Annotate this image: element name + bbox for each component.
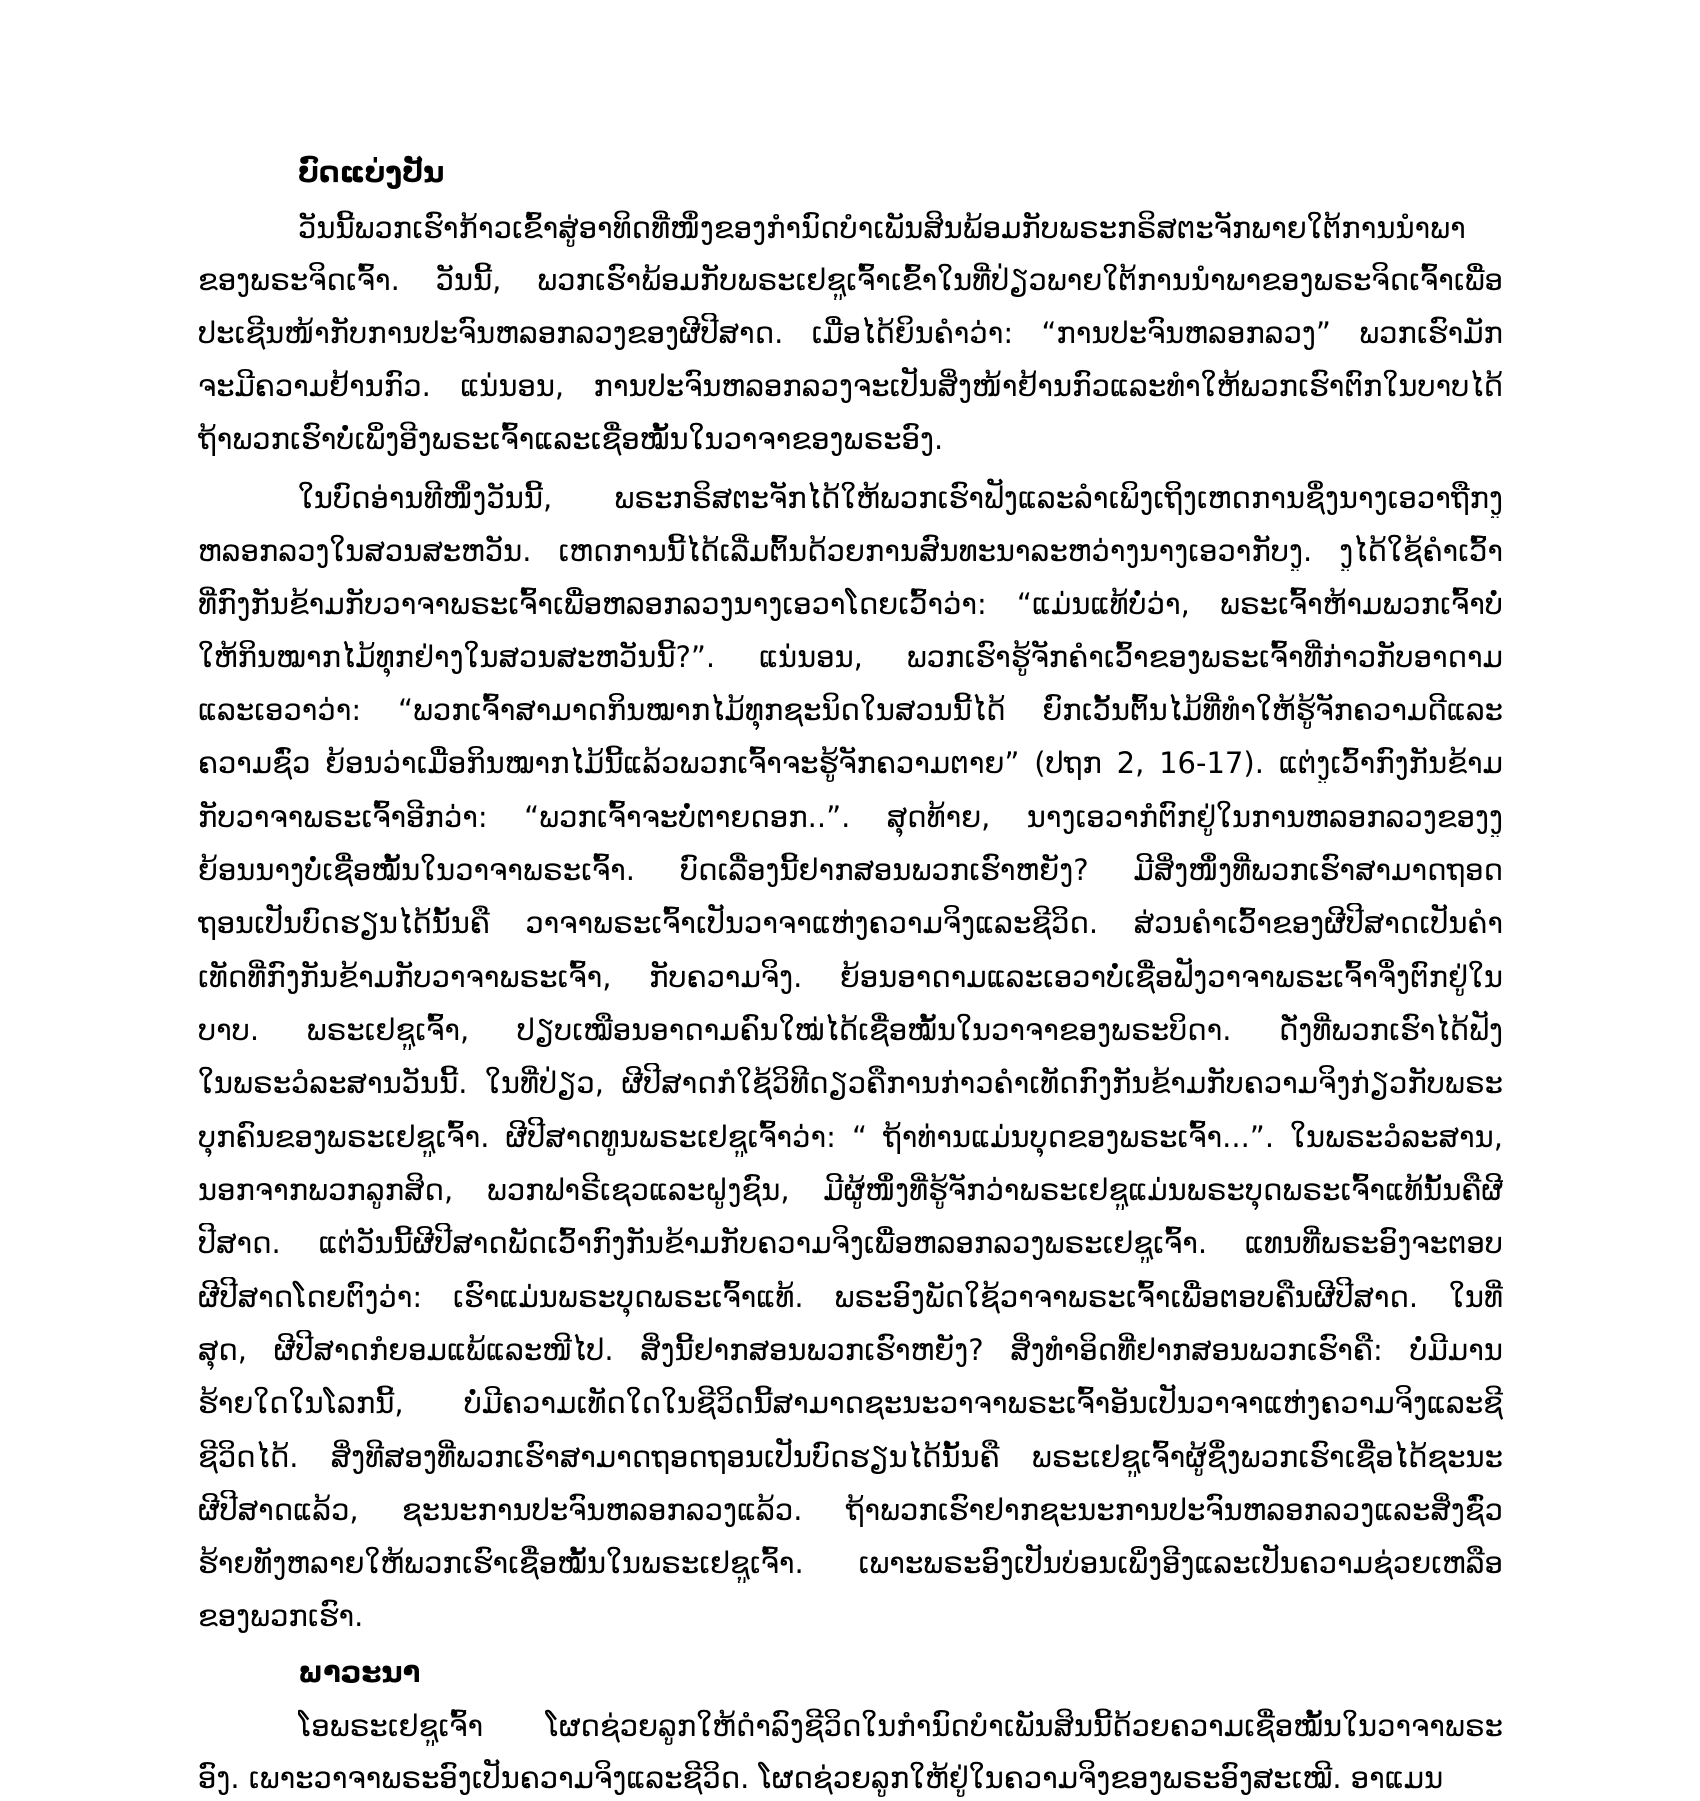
prayer-line: ອົງ. ເພາະວາຈາພຣະອົງເປັນຄວາມຈິງແລະຊີວິດ. ໂຜດຊ່ວຍລູກໃຫ້ຢູ່ໃນຄວາມຈິງຂອງພຣະອົງສະເໝີ. ອາແມນ bbox=[198, 1761, 1444, 1795]
paragraph-2-line: ກັບວາຈາພຣະເຈົ້າອີກວ່າ: “ພວກເຈົ້າຈະບໍ່ຕາຍດອກ..”. ສຸດທ້າຍ, ນາງເອວາກໍຕົກຢູ່ໃນການຫລອກລວງຂອງງູ bbox=[198, 800, 1503, 834]
paragraph-2-line: ຊີວິດໄດ້. ສິ່ງທີສອງທີ່ພວກເຮົາສາມາດຖອດຖອນເປັນບົດຮຽນໄດ້ນັ້ນຄື ພຣະເຢຊູເຈົ້າຜູ້ຊຶ່ງພວກເຮົາເຊື່ອໄດ້ຊະນະ bbox=[198, 1440, 1503, 1474]
paragraph-2-line: ຜີປີສາດແລ້ວ, ຊະນະການປະຈົນຫລອກລວງແລ້ວ. ຖ້າພວກເຮົາຢາກຊະນະການປະຈົນຫລອກລວງແລະສິ່ງຊົ່ວ bbox=[198, 1493, 1503, 1527]
section-title: ບົດແບ່ງປັນ bbox=[298, 155, 445, 189]
paragraph-1-line: ວັນນີ້ພວກເຮົາກ້າວເຂົ້າສູ່ອາທິດທີ່ໜຶ່ງຂອງກຳນົດບຳເພັນສິນພ້ອມກັບພຣະກຣິສຕະຈັກພາຍໃຕ້ການນຳພາ bbox=[298, 211, 1466, 245]
paragraph-2-line: ຖອນເປັນບົດຮຽນໄດ້ນັ້ນຄື ວາຈາພຣະເຈົ້າເປັນວາຈາແຫ່ງຄວາມຈິງແລະຊີວິດ. ສ່ວນຄຳເວົ້າຂອງຜີປີສາດເປັນຄຳ bbox=[198, 906, 1503, 940]
paragraph-2-line: ຂອງພວກເຮົາ. bbox=[198, 1599, 364, 1633]
prayer-line: ໂອພຣະເຢຊູເຈົ້າ ໂຜດຊ່ວຍລູກໃຫ້ດຳລົງຊີວິດໃນກຳນົດບຳເພັນສິນນີ້ດ້ວຍຄວາມເຊື່ອໝັ້ນໃນວາຈາພຣະ bbox=[298, 1709, 1503, 1743]
paragraph-2-line: ສຸດ, ຜີປີສາດກໍຍອມແພ້ແລະໜີໄປ. ສິ່ງນີ້ຢາກສອນພວກເຮົາຫຍັງ? ສິ່ງທຳອິດທີ່ຢາກສອນພວກເຮົາຄື: ບໍ່ມີມານ bbox=[198, 1333, 1503, 1367]
paragraph-2-line: ຮ້າຍທັງຫລາຍໃຫ້ພວກເຮົາເຊື່ອໝັ້ນໃນພຣະເຢຊູເຈົ້າ. ເພາະພຣະອົງເປັນບ່ອນເພິ່ງອີງແລະເປັນຄວາມຊ່ວຍເຫລືອ bbox=[198, 1546, 1503, 1580]
paragraph-2-line: ບຸກຄົນຂອງພຣະເຢຊູເຈົ້າ. ຜີປີສາດທູນພຣະເຢຊູເຈົ້າວ່າ: “ ຖ້າທ່ານແມ່ນບຸດຂອງພຣະເຈົ້າ...”. ໃນພຣະວໍລະສານ, bbox=[198, 1120, 1503, 1154]
paragraph-2-line: ປີສາດ. ແຕ່ວັນນີ້ຜີປີສາດພັດເວົ້າກົງກັນຂ້າມກັບຄວາມຈິງເພື່ອຫລອກລວງພຣະເຢຊູເຈົ້າ. ແທນທີ່ພຣະອົງຈະຕອບ bbox=[198, 1226, 1503, 1260]
paragraph-1-line: ປະເຊີນໜ້າກັບການປະຈົນຫລອກລວງຂອງຜີປີສາດ. ເມື່ອໄດ້ຍິນຄຳວ່າ: “ການປະຈົນຫລອກລວງ” ພວກເຮົາມັກ bbox=[198, 316, 1503, 350]
paragraph-1-line: ຈະມີຄວາມຢ້ານກົວ. ແນ່ນອນ, ການປະຈົນຫລອກລວງຈະເປັນສິ່ງໜ້າຢ້ານກົວແລະທຳໃຫ້ພວກເຮົາຕົກໃນບາບໄດ້ bbox=[198, 369, 1503, 403]
paragraph-1-line: ຖ້າພວກເຮົາບໍ່ເພິ່ງອີງພຣະເຈົ້າແລະເຊື່ອໝັ້ນໃນວາຈາຂອງພຣະອົງ. bbox=[198, 422, 944, 456]
paragraph-2-line: ຜີປີສາດໂດຍຕົງວ່າ: ເຮົາແມ່ນພຣະບຸດພຣະເຈົ້າແທ້. ພຣະອົງພັດໃຊ້ວາຈາພຣະເຈົ້າເພື່ອຕອບຄືນຜີປີສາດ. ໃນທີ່ bbox=[198, 1280, 1503, 1314]
paragraph-2-line: ທີ່ກົງກັນຂ້າມກັບວາຈາພຣະເຈົ້າເພື່ອຫລອກລວງນາງເອວາໂດຍເວົ້າວ່າ: “ແມ່ນແທ້ບໍ່ວ່າ, ພຣະເຈົ້າຫ້າມພວກເຈົ້າບໍ່ bbox=[198, 587, 1503, 621]
paragraph-2-line: ນອກຈາກພວກລູກສິດ, ພວກຟາຣີເຊວແລະຝູງຊົນ, ມີຜູ້ໜຶ່ງທີ່ຮູ້ຈັກວ່າພຣະເຢຊູແມ່ນພຣະບຸດພຣະເຈົ້າແທ້ນັ້ນຄືຜີ bbox=[198, 1173, 1503, 1207]
paragraph-2-line: ຮ້າຍໃດໃນໂລກນີ້, ບໍ່ມີຄວາມເທັດໃດໃນຊີວິດນີ້ສາມາດຊະນະວາຈາພຣະເຈົ້າອັນເປັນວາຈາແຫ່ງຄວາມຈິງແລະຊີ bbox=[198, 1386, 1503, 1420]
paragraph-2-line: ຍ້ອນນາງບໍ່ເຊື່ອໝັ້ນໃນວາຈາພຣະເຈົ້າ. ບົດເລື່ອງນີ້ຢາກສອນພວກເຮົາຫຍັງ? ມີສິ່ງໜຶ່ງທີ່ພວກເຮົາສາມາດຖອດ bbox=[198, 853, 1503, 887]
paragraph-2-line: ໃນພຣະວໍລະສານວັນນີ້. ໃນທີ່ປ່ຽວ, ຜີປີສາດກໍໃຊ້ວິທີດຽວຄືການກ່າວຄຳເທັດກົງກັນຂ້າມກັບຄວາມຈິງກ່ຽວກັບພຣະ bbox=[198, 1066, 1503, 1100]
paragraph-2-line: ບາບ. ພຣະເຢຊູເຈົ້າ, ປຽບເໝືອນອາດາມຄົນໃໝ່ໄດ້ເຊື່ອໝັ້ນໃນວາຈາຂອງພຣະບິດາ. ດັ່ງທີ່ພວກເຮົາໄດ້ຟັງ bbox=[198, 1013, 1503, 1047]
paragraph-2-line: ແລະເອວາວ່າ: “ພວກເຈົ້າສາມາດກິນໝາກໄມ້ທຸກຊະນິດໃນສວນນີ້ໄດ້ ຍົກເວັ້ນຕົ້ນໄມ້ທີ່ທຳໃຫ້ຮູ້ຈັກຄວາມດີແລະ bbox=[198, 693, 1503, 727]
paragraph-2-line: ເທັດທີ່ກົງກັນຂ້າມກັບວາຈາພຣະເຈົ້າ, ກັບຄວາມຈິງ. ຍ້ອນອາດາມແລະເອວາບໍ່ເຊື່ອຟັງວາຈາພຣະເຈົ້າຈຶ່ງຕົກຢູ່ໃນ bbox=[198, 960, 1503, 994]
paragraph-2-line: ຄວາມຊົ່ວ ຍ້ອນວ່າເມື່ອກິນໝາກໄມ້ນີ້ແລ້ວພວກເຈົ້າຈະຮູ້ຈັກຄວາມຕາຍ” (ປຖກ 2, 16-17). ແຕ່ງູເວົ້າກົງກັນຂ້າມ bbox=[198, 746, 1503, 780]
paragraph-2-line: ໃນບົດອ່ານທີໜຶ່ງວັນນີ້, ພຣະກຣິສຕະຈັກໄດ້ໃຫ້ພວກເຮົາຟັງແລະລຳເພິງເຖິງເຫດການຊຶ່ງນາງເອວາຖືກງູ bbox=[298, 481, 1503, 515]
paragraph-1-line: ຂອງພຣະຈິດເຈົ້າ. ວັນນີ້, ພວກເຮົາພ້ອມກັບພຣະເຢຊູເຈົ້າເຂົ້າໃນທີ່ປ່ຽວພາຍໃຕ້ການນຳພາຂອງພຣະຈິດເຈົ້າເພື່ອ bbox=[198, 263, 1503, 297]
prayer-title: ພາວະນາ bbox=[298, 1655, 421, 1689]
paragraph-2-line: ໃຫ້ກິນໝາກໄມ້ທຸກຢ່າງໃນສວນສະຫວັນນີ້?”. ແນ່ນອນ, ພວກເຮົາຮູ້ຈັກຄຳເວົ້າຂອງພຣະເຈົ້າທີ່ກ່າວກັບອາດາມ bbox=[198, 640, 1503, 674]
paragraph-2-line: ຫລອກລວງໃນສວນສະຫວັນ. ເຫດການນີ້ໄດ້ເລີ່ມຕົ້ນດ້ວຍການສົນທະນາລະຫວ່າງນາງເອວາກັບງູ. ງູໄດ້ໃຊ້ຄຳເວົ້າ bbox=[198, 534, 1503, 568]
